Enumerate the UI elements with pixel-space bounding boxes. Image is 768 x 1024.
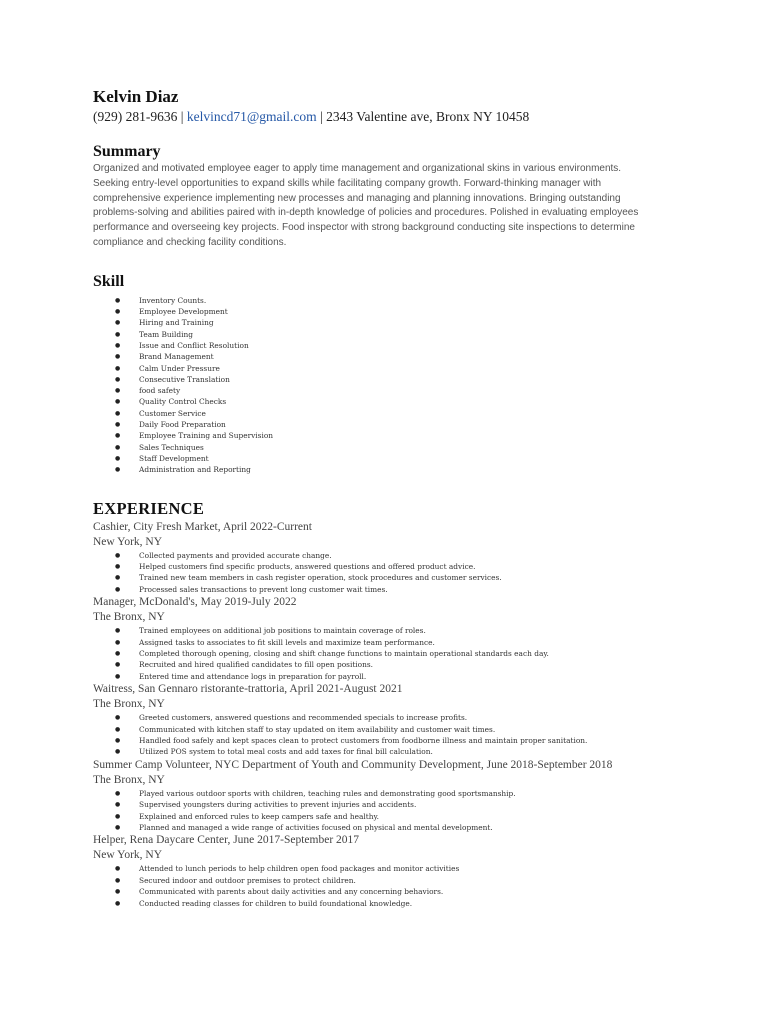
bullet-icon: ● <box>115 824 121 832</box>
skill-item <box>93 374 683 385</box>
skill-item <box>93 363 683 374</box>
job-duty <box>93 659 683 670</box>
job-duty <box>93 886 683 897</box>
skill-item-text: Quality Control Checks <box>139 397 227 407</box>
candidate-name: Kelvin Diaz <box>93 87 179 106</box>
bullet-icon: ● <box>115 638 121 646</box>
job-duties <box>93 712 683 758</box>
job-duty <box>93 648 683 659</box>
job-title: Manager, McDonald's, May 2019-July 2022 <box>93 596 297 609</box>
skill-item-text: Staff Development <box>139 453 209 463</box>
job-duty-text: Attended to lunch periods to help children open food packages and monitor activities <box>139 864 460 874</box>
skill-item-text: Employee Training and Supervision <box>139 431 274 441</box>
bullet-icon: ● <box>115 308 121 316</box>
job-duty <box>93 735 683 746</box>
bullet-icon: ● <box>115 789 121 797</box>
job-duty-text: Helped customers find specific products, answered questions and offered product advice. <box>139 561 476 571</box>
job-title: Summer Camp Volunteer, NYC Department of Youth and Community Development, June 2018-September 2018 <box>93 758 613 771</box>
bullet-icon: ● <box>115 865 121 873</box>
job-duties <box>93 863 683 909</box>
job-duty <box>93 898 683 909</box>
skill-item <box>93 295 683 306</box>
job-duty <box>93 788 683 799</box>
job-duty-text: Recruited and hired qualified candidates to fill open positions. <box>139 660 374 670</box>
bullet-icon: ● <box>115 443 121 451</box>
job-duty <box>93 550 683 561</box>
skill-item-text: Brand Management <box>139 352 214 362</box>
skill-item <box>93 351 683 362</box>
skill-item <box>93 442 683 453</box>
contact-line <box>93 108 683 126</box>
skill-item <box>93 430 683 441</box>
skill-item <box>93 408 683 419</box>
skill-item <box>93 419 683 430</box>
job-location: The Bronx, NY <box>93 611 165 624</box>
job-duty-text: Explained and enforced rules to keep campers safe and healthy. <box>139 811 379 821</box>
bullet-icon: ● <box>115 725 121 733</box>
skill-item-text: Inventory Counts. <box>139 295 207 305</box>
bullet-icon: ● <box>115 319 121 327</box>
skill-item-text: Issue and Conflict Resolution <box>139 340 249 350</box>
skills-list <box>93 295 683 476</box>
bullet-icon: ● <box>115 585 121 593</box>
bullet-icon: ● <box>115 364 121 372</box>
job-duty-text: Conducted reading classes for children to build foundational knowledge. <box>139 898 413 908</box>
job-duty-text: Greeted customers, answered questions and recommended specials to increase profits. <box>139 713 468 723</box>
skill-item <box>93 385 683 396</box>
bullet-icon: ● <box>115 899 121 907</box>
job-entry <box>93 682 683 758</box>
job-duty <box>93 572 683 583</box>
job-duty-text: Entered time and attendance logs in preparation for payroll. <box>139 671 367 681</box>
bullet-icon: ● <box>115 812 121 820</box>
job-duty-text: Processed sales transactions to prevent long customer wait times. <box>139 584 388 594</box>
bullet-icon: ● <box>115 627 121 635</box>
skill-item <box>93 464 683 475</box>
skill-item-text: Daily Food Preparation <box>139 420 226 430</box>
job-duty <box>93 637 683 648</box>
bullet-icon: ● <box>115 454 121 462</box>
bullet-icon: ● <box>115 748 121 756</box>
skill-item <box>93 306 683 317</box>
skill-item-text: food safety <box>139 386 181 396</box>
skill-item-text: Calm Under Pressure <box>139 363 220 373</box>
job-duty <box>93 712 683 723</box>
job-duty-text: Communicated with kitchen staff to stay updated on item availability and customer wait times. <box>139 724 496 734</box>
job-duty-text: Collected payments and provided accurate change. <box>139 550 332 560</box>
skill-item-text: Employee Development <box>139 307 228 317</box>
summary-heading: Summary <box>93 143 161 160</box>
experience-list <box>93 520 683 910</box>
skill-item <box>93 340 683 351</box>
bullet-icon: ● <box>115 466 121 474</box>
skill-item-text: Team Building <box>139 329 193 339</box>
bullet-icon: ● <box>115 387 121 395</box>
job-duty <box>93 625 683 636</box>
job-duty <box>93 875 683 886</box>
job-duty <box>93 799 683 810</box>
skill-item-text: Administration and Reporting <box>139 465 251 475</box>
email-link[interactable]: kelvincd71@gmail.com <box>186 109 317 124</box>
bullet-icon: ● <box>115 409 121 417</box>
job-duties <box>93 788 683 834</box>
contact-separator: | <box>316 109 327 124</box>
job-duty <box>93 863 683 874</box>
job-duty-text: Communicated with parents about daily activities and any concerning behaviors. <box>139 887 444 897</box>
job-duty <box>93 724 683 735</box>
job-duty-text: Played various outdoor sports with children, teaching rules and demonstrating good sportsmanship. <box>139 788 516 798</box>
job-title: Cashier, City Fresh Market, April 2022-Current <box>93 520 312 533</box>
bullet-icon: ● <box>115 876 121 884</box>
skill-item-text: Hiring and Training <box>139 318 214 328</box>
contact-separator: | <box>177 109 187 124</box>
job-entry <box>93 758 683 834</box>
job-duties <box>93 625 683 682</box>
job-duty-text: Secured indoor and outdoor premises to protect children. <box>139 875 356 885</box>
bullet-icon: ● <box>115 353 121 361</box>
skill-heading: Skill <box>93 272 125 290</box>
bullet-icon: ● <box>115 888 121 896</box>
resume-page <box>93 86 683 909</box>
summary-text: Organized and motivated employee eager to apply time management and organizational skins in various environments. Seeking entry-level opportunities to expand skills while facilitating company growth. Forward-thinking manager with comprehensive experience implementing new processes and managing and planning innovations. Bringing outstanding problems-solving and abilities paired with in-depth knowledge of policies and procedures. Polished in evaluating employees performance and overseeing key projects. Food inspector with strong background conducting site inspections to determine compliance and checking facility conditions. <box>93 163 639 248</box>
skill-item-text: Customer Service <box>139 408 206 418</box>
bullet-icon: ● <box>115 421 121 429</box>
job-location: New York, NY <box>93 849 163 862</box>
skill-item-text: Sales Techniques <box>139 442 204 452</box>
skill-item <box>93 317 683 328</box>
skill-item <box>93 396 683 407</box>
bullet-icon: ● <box>115 661 121 669</box>
job-duties <box>93 550 683 596</box>
job-duty <box>93 584 683 595</box>
job-duty-text: Utilized POS system to total meal costs and add taxes for final bill calculation. <box>139 747 433 757</box>
skill-item-text: Consecutive Translation <box>139 374 230 384</box>
skill-item <box>93 453 683 464</box>
bullet-icon: ● <box>115 375 121 383</box>
bullet-icon: ● <box>115 296 121 304</box>
bullet-icon: ● <box>115 737 121 744</box>
bullet-icon: ● <box>115 432 121 440</box>
bullet-icon: ● <box>115 574 121 582</box>
bullet-icon: ● <box>115 562 121 570</box>
job-location: The Bronx, NY <box>93 698 165 711</box>
job-location: New York, NY <box>93 535 163 548</box>
job-duty <box>93 561 683 572</box>
job-title: Helper, Rena Daycare Center, June 2017-September 2017 <box>93 834 360 847</box>
experience-heading: EXPERIENCE <box>93 498 205 518</box>
bullet-icon: ● <box>115 551 121 559</box>
job-duty-text: Planned and managed a wide range of activities focused on physical and mental development. <box>139 823 493 833</box>
skill-item <box>93 329 683 340</box>
job-duty-text: Trained new team members in cash register operation, stock procedures and customer services. <box>139 573 502 583</box>
bullet-icon: ● <box>115 672 121 680</box>
job-duty-text: Assigned tasks to associates to fit skill levels and maximize team performance. <box>139 637 435 647</box>
job-duty <box>93 671 683 682</box>
job-duty-text: Trained employees on additional job positions to maintain coverage of roles. <box>139 626 426 636</box>
job-duty <box>93 746 683 757</box>
bullet-icon: ● <box>115 341 121 349</box>
job-duty-text: Completed thorough opening, closing and shift change functions to maintain operational standards each day. <box>139 648 549 658</box>
job-duty-text: Handled food safely and kept spaces clean to protect customers from foodborne illness and maintain proper sanitation. <box>139 736 588 745</box>
job-duty <box>93 811 683 822</box>
bullet-icon: ● <box>115 398 121 406</box>
bullet-icon: ● <box>115 801 121 809</box>
bullet-icon: ● <box>115 330 121 338</box>
address: 2343 Valentine ave, Bronx NY 10458 <box>326 109 530 124</box>
job-location: The Bronx, NY <box>93 773 165 786</box>
bullet-icon: ● <box>115 649 121 657</box>
job-entry <box>93 595 683 682</box>
bullet-icon: ● <box>115 714 121 722</box>
phone-number: (929) 281-9636 <box>93 109 178 124</box>
job-duty <box>93 822 683 833</box>
job-duty-text: Supervised youngsters during activities to prevent injuries and accidents. <box>139 800 417 810</box>
job-title: Waitress, San Gennaro ristorante-trattoria, April 2021-August 2021 <box>93 683 403 696</box>
job-entry <box>93 520 683 596</box>
job-entry <box>93 833 683 909</box>
